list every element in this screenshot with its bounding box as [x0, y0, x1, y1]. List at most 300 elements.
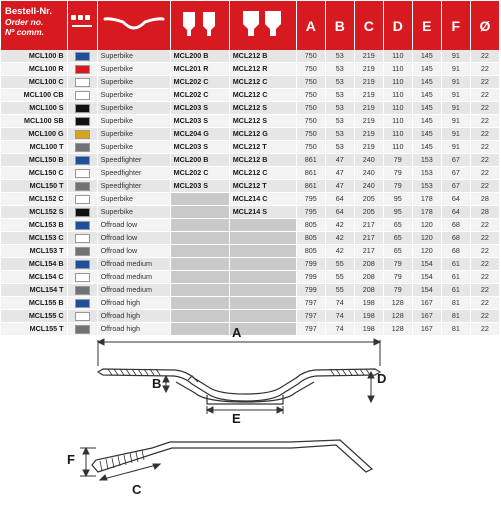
table-row — [1, 50, 500, 63]
color-swatch — [75, 156, 90, 165]
bike-type-cell: Superbike — [97, 63, 170, 76]
order-number-cell: MCL152 C — [1, 193, 67, 206]
dimension-e-cell: 120 — [412, 219, 441, 232]
dimension-o-cell: 22 — [470, 115, 499, 128]
clamp-212-cell: MCL212 C — [229, 89, 296, 102]
dimension-e-cell: 178 — [412, 193, 441, 206]
header-dim-b: B — [325, 1, 354, 50]
clamp-200-cell — [170, 232, 229, 245]
dimension-a — [98, 339, 380, 366]
label-dimension-e: E — [232, 411, 241, 426]
label-dimension-b: B — [152, 376, 162, 391]
color-swatch — [75, 195, 90, 204]
dimension-c-cell: 217 — [354, 219, 383, 232]
dimension-c-cell: 219 — [354, 115, 383, 128]
bike-type-cell: Superbike — [97, 115, 170, 128]
dimension-d-cell: 110 — [383, 115, 412, 128]
clamp-200-cell: MCL203 S — [170, 180, 229, 193]
dimension-f-cell: 64 — [441, 206, 470, 219]
dimension-o-cell: 22 — [470, 154, 499, 167]
label-dimension-d: D — [377, 371, 387, 386]
dimension-f-cell: 61 — [441, 271, 470, 284]
dimension-a-cell: 797 — [296, 297, 325, 310]
bike-type-cell: Offroad medium — [97, 284, 170, 297]
dimension-e-cell: 153 — [412, 180, 441, 193]
dimension-d-cell: 65 — [383, 219, 412, 232]
dimension-c-cell: 198 — [354, 297, 383, 310]
clamp-212-cell: MCL212 C — [229, 76, 296, 89]
dimension-d-cell: 65 — [383, 245, 412, 258]
color-swatch-cell — [67, 310, 97, 323]
dimension-c-cell: 208 — [354, 258, 383, 271]
dimension-f-cell: 91 — [441, 63, 470, 76]
order-number-cell: MCL100 T — [1, 141, 67, 154]
dimension-a-cell: 750 — [296, 141, 325, 154]
dimension-c — [100, 464, 160, 480]
header-order-number-it: Nº comm. — [5, 27, 45, 37]
color-swatch — [75, 182, 90, 191]
dimension-d-cell: 79 — [383, 271, 412, 284]
dimension-o-cell: 22 — [470, 50, 499, 63]
label-dimension-f: F — [67, 452, 75, 467]
dimension-b-cell: 64 — [325, 206, 354, 219]
dimension-d-cell: 110 — [383, 63, 412, 76]
dimension-e-cell: 145 — [412, 141, 441, 154]
header-dim-diameter: Ø — [470, 1, 499, 50]
dimension-a-cell: 861 — [296, 154, 325, 167]
handlebar-mini-icon — [69, 12, 95, 34]
header-color-swatch — [67, 1, 97, 50]
dimension-e-cell: 154 — [412, 258, 441, 271]
bike-type-cell: Superbike — [97, 206, 170, 219]
dimension-d-cell: 110 — [383, 50, 412, 63]
dimension-a-cell: 799 — [296, 258, 325, 271]
color-swatch — [75, 169, 90, 178]
clamp-212-cell — [229, 271, 296, 284]
bike-type-cell: Offroad medium — [97, 271, 170, 284]
dimension-e-cell: 145 — [412, 128, 441, 141]
dimension-o-cell: 28 — [470, 206, 499, 219]
dimension-c-cell: 219 — [354, 141, 383, 154]
dimension-e-cell: 153 — [412, 167, 441, 180]
bike-type-cell: Offroad low — [97, 245, 170, 258]
clamp-212-cell — [229, 245, 296, 258]
bike-type-cell: Speedfighter — [97, 154, 170, 167]
header-dim-f: F — [441, 1, 470, 50]
dimension-b-cell: 64 — [325, 193, 354, 206]
bike-type-cell: Offroad medium — [97, 258, 170, 271]
order-number-cell: MCL100 CB — [1, 89, 67, 102]
order-number-cell: MCL100 S — [1, 102, 67, 115]
order-number-cell: MCL100 R — [1, 63, 67, 76]
dimension-e-cell: 145 — [412, 76, 441, 89]
clamp-212-cell: MCL212 S — [229, 115, 296, 128]
clamp-200-cell — [170, 297, 229, 310]
dimension-f-cell: 67 — [441, 167, 470, 180]
dimension-o-cell: 22 — [470, 167, 499, 180]
clamp-212-cell: MCL212 R — [229, 63, 296, 76]
order-number-cell: MCL154 B — [1, 258, 67, 271]
dimension-f-cell: 91 — [441, 115, 470, 128]
dimension-b-cell: 55 — [325, 284, 354, 297]
color-swatch-cell — [67, 63, 97, 76]
clamp-212-cell — [229, 297, 296, 310]
bike-type-cell: Offroad high — [97, 310, 170, 323]
color-swatch-cell — [67, 258, 97, 271]
table-row — [1, 115, 500, 128]
bike-type-cell: Offroad high — [97, 323, 170, 336]
clamp-200-cell: MCL202 C — [170, 76, 229, 89]
color-swatch-cell — [67, 245, 97, 258]
color-swatch-cell — [67, 167, 97, 180]
dimension-b-cell: 53 — [325, 76, 354, 89]
clamp-200-cell — [170, 258, 229, 271]
dimension-d-cell: 79 — [383, 284, 412, 297]
clamp-212-cell: MCL214 C — [229, 193, 296, 206]
dimension-e-cell: 154 — [412, 271, 441, 284]
order-number-cell: MCL153 B — [1, 219, 67, 232]
dimension-d-cell: 128 — [383, 323, 412, 336]
bike-type-cell: Superbike — [97, 76, 170, 89]
dimension-b-cell: 74 — [325, 297, 354, 310]
order-number-cell: MCL155 C — [1, 310, 67, 323]
dimension-b-cell: 55 — [325, 271, 354, 284]
dimension-o-cell: 22 — [470, 258, 499, 271]
color-swatch — [75, 143, 90, 152]
table-row — [1, 141, 500, 154]
order-number-cell: MCL100 B — [1, 50, 67, 63]
table-row — [1, 76, 500, 89]
dimension-c-cell: 219 — [354, 50, 383, 63]
dimension-c-cell: 198 — [354, 323, 383, 336]
clamp-tall-pair-icon — [235, 8, 291, 38]
dimension-b — [163, 376, 169, 392]
dimension-f-cell: 61 — [441, 258, 470, 271]
table-row — [1, 193, 500, 206]
dimension-f-cell: 91 — [441, 128, 470, 141]
dimension-c-cell: 217 — [354, 232, 383, 245]
clamp-200-cell: MCL203 S — [170, 141, 229, 154]
color-swatch-cell — [67, 154, 97, 167]
clamp-212-cell: MCL212 T — [229, 141, 296, 154]
dimension-a-cell: 750 — [296, 128, 325, 141]
dimension-b-cell: 74 — [325, 310, 354, 323]
color-swatch — [75, 117, 90, 126]
dimension-c-cell: 219 — [354, 63, 383, 76]
order-number-cell: MCL155 B — [1, 297, 67, 310]
dimension-d-cell: 95 — [383, 193, 412, 206]
dimension-a-cell: 797 — [296, 323, 325, 336]
dimension-b-cell: 42 — [325, 232, 354, 245]
order-number-cell: MCL150 B — [1, 154, 67, 167]
order-number-cell: MCL153 T — [1, 245, 67, 258]
bike-type-cell: Superbike — [97, 128, 170, 141]
dimension-o-cell: 22 — [470, 63, 499, 76]
clamp-200-cell: MCL200 B — [170, 50, 229, 63]
dimension-f-cell: 91 — [441, 50, 470, 63]
dimension-d-cell: 79 — [383, 167, 412, 180]
dimension-b-cell: 47 — [325, 154, 354, 167]
dimension-o-cell: 22 — [470, 323, 499, 336]
header-dim-a: A — [296, 1, 325, 50]
dimension-o-cell: 22 — [470, 284, 499, 297]
dimension-c-cell: 219 — [354, 128, 383, 141]
dimension-b-cell: 53 — [325, 115, 354, 128]
dimension-c-cell: 198 — [354, 310, 383, 323]
dimension-f-cell: 68 — [441, 232, 470, 245]
header-dim-c: C — [354, 1, 383, 50]
color-swatch-cell — [67, 115, 97, 128]
dimension-o-cell: 22 — [470, 297, 499, 310]
order-number-cell: MCL100 G — [1, 128, 67, 141]
table-row — [1, 63, 500, 76]
dimension-c-cell: 208 — [354, 284, 383, 297]
header-order-number — [1, 1, 67, 50]
dimension-d — [368, 372, 374, 402]
dimension-c-cell: 240 — [354, 167, 383, 180]
dimension-f-cell: 81 — [441, 297, 470, 310]
dimension-f-cell: 67 — [441, 154, 470, 167]
header-order-number-de: Bestell-Nr. — [5, 6, 52, 17]
dimension-e-cell: 167 — [412, 297, 441, 310]
bike-type-cell: Offroad low — [97, 232, 170, 245]
spec-table — [1, 1, 500, 336]
dimension-e-cell: 145 — [412, 63, 441, 76]
clamp-200-cell — [170, 245, 229, 258]
dimension-d-cell: 65 — [383, 232, 412, 245]
order-number-cell: MCL153 C — [1, 232, 67, 245]
table-row — [1, 245, 500, 258]
clamp-200-cell: MCL202 C — [170, 89, 229, 102]
color-swatch — [75, 273, 90, 282]
table-row — [1, 219, 500, 232]
dimension-f-cell: 81 — [441, 310, 470, 323]
table-row — [1, 102, 500, 115]
dimension-a-cell: 805 — [296, 245, 325, 258]
dimension-e-cell: 145 — [412, 102, 441, 115]
color-swatch-cell — [67, 206, 97, 219]
clamp-200-cell: MCL203 S — [170, 115, 229, 128]
color-swatch — [75, 221, 90, 230]
table-row — [1, 271, 500, 284]
clamp-212-cell — [229, 310, 296, 323]
dimension-d-cell: 110 — [383, 89, 412, 102]
dimension-d-cell: 110 — [383, 128, 412, 141]
header-dim-e: E — [412, 1, 441, 50]
bike-type-cell: Speedfighter — [97, 180, 170, 193]
dimension-b-cell: 42 — [325, 219, 354, 232]
dimension-a-cell: 795 — [296, 206, 325, 219]
clamp-212-cell: MCL212 S — [229, 102, 296, 115]
dimension-e-cell: 120 — [412, 232, 441, 245]
table-row — [1, 154, 500, 167]
dimension-f-cell: 91 — [441, 141, 470, 154]
clamp-212-cell: MCL212 B — [229, 154, 296, 167]
table-row — [1, 297, 500, 310]
dimension-drawing — [0, 322, 501, 512]
dimension-e-cell: 145 — [412, 115, 441, 128]
dimension-a-cell: 750 — [296, 102, 325, 115]
table-row — [1, 89, 500, 102]
color-swatch — [75, 130, 90, 139]
dimension-d-cell: 128 — [383, 297, 412, 310]
clamp-212-cell: MCL212 G — [229, 128, 296, 141]
dimension-e — [207, 406, 283, 414]
dimension-o-cell: 22 — [470, 141, 499, 154]
color-swatch-cell — [67, 180, 97, 193]
header-clamp-200-icon — [170, 1, 229, 50]
table-row — [1, 167, 500, 180]
dimension-e-cell: 167 — [412, 323, 441, 336]
handlebar-front-view — [98, 369, 380, 404]
table-row — [1, 310, 500, 323]
table-row — [1, 258, 500, 271]
dimension-e-cell: 145 — [412, 89, 441, 102]
dimension-e-cell: 178 — [412, 206, 441, 219]
dimension-f-cell: 91 — [441, 102, 470, 115]
color-swatch — [75, 299, 90, 308]
dimension-c-cell: 219 — [354, 76, 383, 89]
dimension-c-cell: 217 — [354, 245, 383, 258]
dimension-a-cell: 797 — [296, 310, 325, 323]
dimension-f-cell: 68 — [441, 245, 470, 258]
clamp-212-cell — [229, 258, 296, 271]
clamp-200-cell: MCL201 R — [170, 63, 229, 76]
dimension-d-cell: 110 — [383, 76, 412, 89]
clamp-200-cell — [170, 284, 229, 297]
dimension-c-cell: 240 — [354, 154, 383, 167]
color-swatch — [75, 78, 90, 87]
dimension-o-cell: 22 — [470, 271, 499, 284]
dimension-o-cell: 22 — [470, 89, 499, 102]
color-swatch — [75, 312, 90, 321]
dimension-d-cell: 110 — [383, 102, 412, 115]
color-swatch — [75, 91, 90, 100]
clamp-pair-icon — [175, 8, 225, 38]
order-number-cell: MCL100 SB — [1, 115, 67, 128]
dimension-f — [80, 448, 96, 476]
dimension-b-cell: 53 — [325, 50, 354, 63]
table-row — [1, 284, 500, 297]
order-number-cell: MCL150 T — [1, 180, 67, 193]
order-number-cell: MCL155 T — [1, 323, 67, 336]
dimension-f-cell: 67 — [441, 180, 470, 193]
dimension-b-cell: 47 — [325, 180, 354, 193]
bike-type-cell: Superbike — [97, 141, 170, 154]
table-row — [1, 180, 500, 193]
dimension-a-cell: 750 — [296, 76, 325, 89]
dimension-o-cell: 22 — [470, 245, 499, 258]
dimension-f-cell: 61 — [441, 284, 470, 297]
color-swatch — [75, 52, 90, 61]
table-row — [1, 206, 500, 219]
label-dimension-a: A — [232, 325, 242, 340]
table-row — [1, 232, 500, 245]
color-swatch — [75, 208, 90, 217]
dimension-b-cell: 53 — [325, 102, 354, 115]
table-row — [1, 128, 500, 141]
dimension-b-cell: 53 — [325, 89, 354, 102]
dimension-f-cell: 68 — [441, 219, 470, 232]
clamp-212-cell — [229, 219, 296, 232]
dimension-a-cell: 799 — [296, 271, 325, 284]
header-clamp-212-icon — [229, 1, 296, 50]
color-swatch — [75, 234, 90, 243]
clamp-200-cell — [170, 206, 229, 219]
dimension-o-cell: 22 — [470, 102, 499, 115]
dimension-a-cell: 861 — [296, 167, 325, 180]
dimension-a-cell: 750 — [296, 89, 325, 102]
color-swatch — [75, 104, 90, 113]
dimension-f-cell: 91 — [441, 76, 470, 89]
clamp-200-cell: MCL203 S — [170, 102, 229, 115]
bike-type-cell: Superbike — [97, 89, 170, 102]
header-order-number-en: Order no. — [5, 17, 44, 27]
color-swatch-cell — [67, 193, 97, 206]
header-handlebar-icon — [97, 1, 170, 50]
dimension-e-cell: 145 — [412, 50, 441, 63]
dimension-o-cell: 28 — [470, 193, 499, 206]
dimension-a-cell: 750 — [296, 115, 325, 128]
dimension-e-cell: 120 — [412, 245, 441, 258]
bike-type-cell: Offroad low — [97, 219, 170, 232]
clamp-200-cell — [170, 271, 229, 284]
dimension-d-cell: 79 — [383, 154, 412, 167]
dimension-b-cell: 55 — [325, 258, 354, 271]
dimension-o-cell: 22 — [470, 76, 499, 89]
dimension-e-cell: 153 — [412, 154, 441, 167]
order-number-cell: MCL154 C — [1, 271, 67, 284]
clamp-200-cell — [170, 193, 229, 206]
dimension-o-cell: 22 — [470, 128, 499, 141]
color-swatch — [75, 286, 90, 295]
bike-type-cell: Superbike — [97, 193, 170, 206]
color-swatch-cell — [67, 50, 97, 63]
dimension-b-cell: 53 — [325, 128, 354, 141]
color-swatch-cell — [67, 141, 97, 154]
clamp-212-cell: MCL212 B — [229, 50, 296, 63]
dimension-b-cell: 74 — [325, 323, 354, 336]
clamp-200-cell — [170, 219, 229, 232]
table-header-row — [1, 1, 500, 50]
dimension-c-cell: 205 — [354, 206, 383, 219]
clamp-212-cell — [229, 232, 296, 245]
dimension-a-cell: 799 — [296, 284, 325, 297]
clamp-212-cell: MCL212 T — [229, 180, 296, 193]
color-swatch-cell — [67, 297, 97, 310]
dimension-a-cell: 861 — [296, 180, 325, 193]
bike-type-cell: Speedfighter — [97, 167, 170, 180]
order-number-cell: MCL150 C — [1, 167, 67, 180]
dimension-a-cell: 805 — [296, 232, 325, 245]
color-swatch — [75, 247, 90, 256]
knurl-pattern-side — [100, 450, 144, 471]
dimension-d-cell: 95 — [383, 206, 412, 219]
color-swatch-cell — [67, 89, 97, 102]
dimension-a-cell: 750 — [296, 63, 325, 76]
color-swatch-cell — [67, 284, 97, 297]
dimension-d-cell: 110 — [383, 141, 412, 154]
color-swatch-cell — [67, 219, 97, 232]
order-number-cell: MCL154 T — [1, 284, 67, 297]
color-swatch-cell — [67, 102, 97, 115]
dimension-e-cell: 167 — [412, 310, 441, 323]
order-number-cell: MCL100 C — [1, 76, 67, 89]
dimension-b-cell: 53 — [325, 63, 354, 76]
dimension-c-cell: 208 — [354, 271, 383, 284]
color-swatch-cell — [67, 232, 97, 245]
color-swatch-cell — [67, 76, 97, 89]
